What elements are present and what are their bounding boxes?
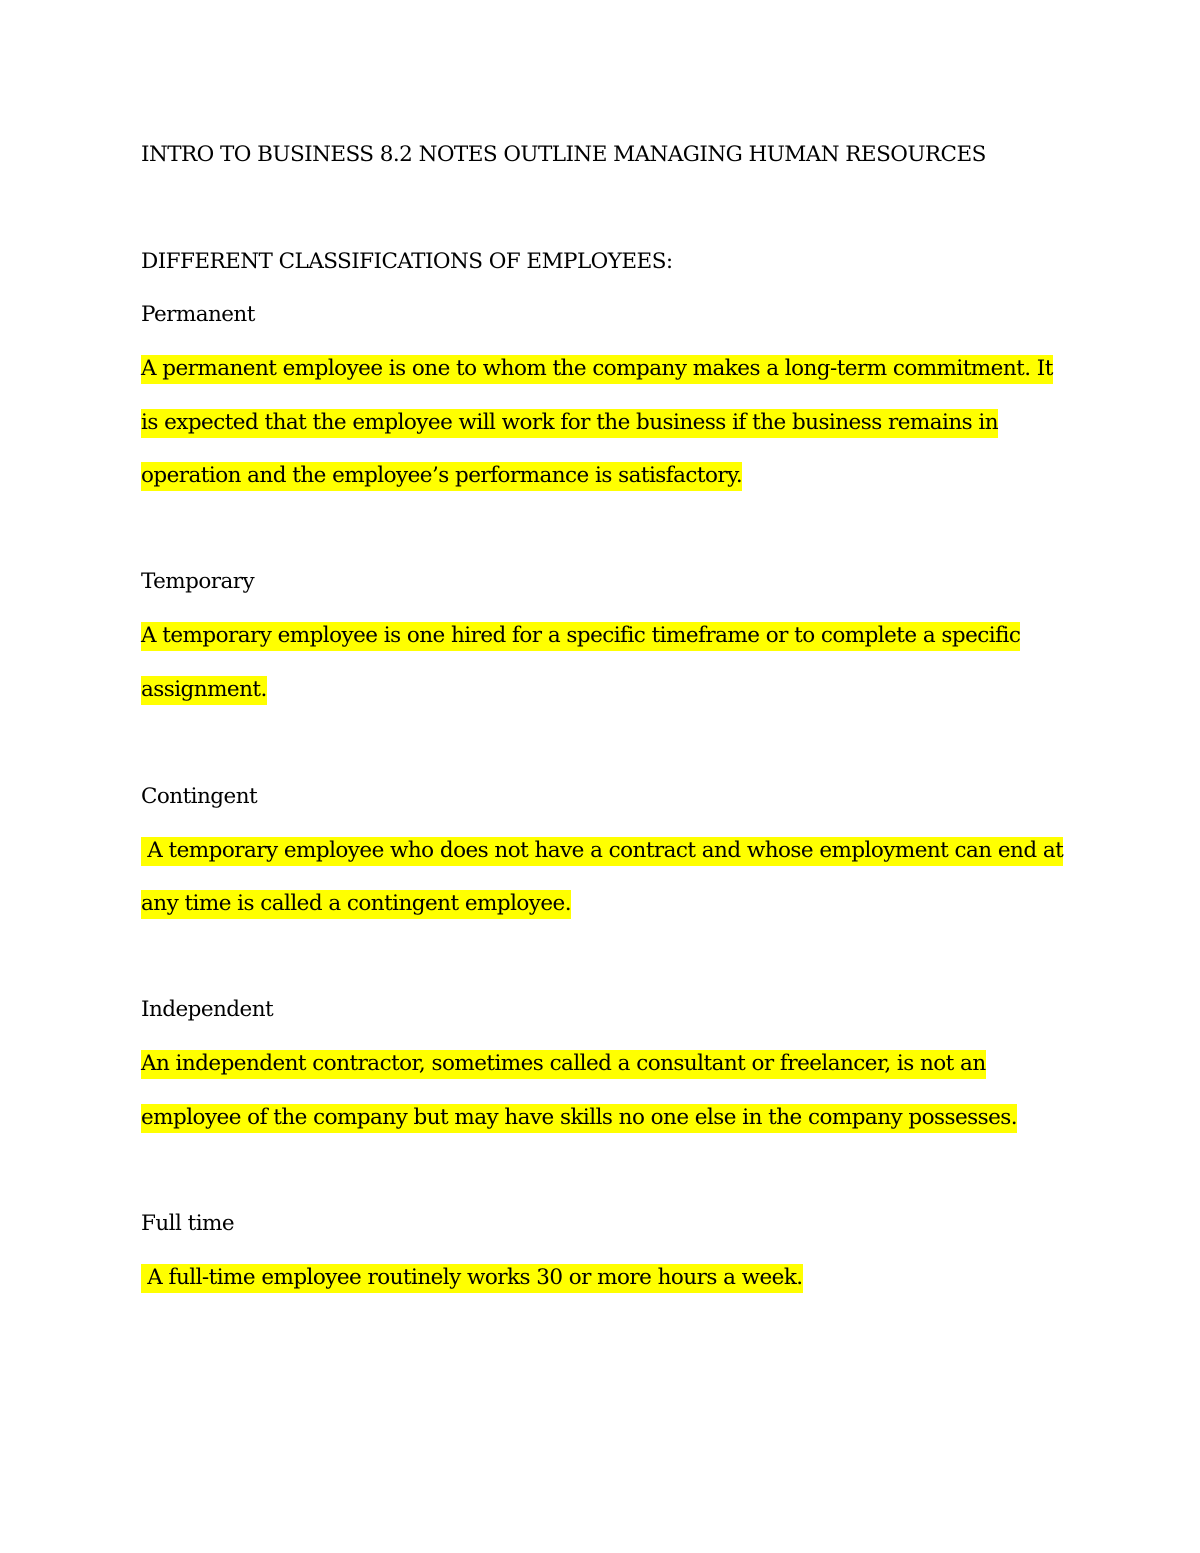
definition-full-time-line-1 xyxy=(141,1263,803,1293)
highlighted-text: any time is called a contingent employee. xyxy=(141,890,571,919)
definition-permanent-line-1 xyxy=(141,354,1053,384)
term-full-time: Full time xyxy=(141,1211,235,1236)
definition-temporary-line-2 xyxy=(141,675,267,705)
highlighted-text: A temporary employee is one hired for a specific timeframe or to complete a specific xyxy=(141,622,1020,651)
definition-contingent-line-1 xyxy=(141,836,1063,866)
highlighted-text: employee of the company but may have skills no one else in the company possesses. xyxy=(141,1104,1017,1133)
term-contingent: Contingent xyxy=(141,784,258,809)
definition-independent-line-2 xyxy=(141,1103,1017,1133)
definition-permanent-line-2 xyxy=(141,408,998,438)
highlighted-text: An independent contractor, sometimes called a consultant or freelancer, is not an xyxy=(141,1050,986,1079)
section-heading: DIFFERENT CLASSIFICATIONS OF EMPLOYEES: xyxy=(141,249,673,274)
term-permanent: Permanent xyxy=(141,302,255,327)
definition-independent-line-1 xyxy=(141,1049,986,1079)
highlighted-text: operation and the employee’s performance is satisfactory. xyxy=(141,462,742,491)
highlighted-text: assignment. xyxy=(141,676,267,705)
highlighted-text: A permanent employee is one to whom the company makes a long-term commitment. It xyxy=(141,355,1053,384)
definition-contingent-line-2 xyxy=(141,889,571,919)
definition-permanent-line-3 xyxy=(141,461,742,491)
document-title: INTRO TO BUSINESS 8.2 NOTES OUTLINE MANAGING HUMAN RESOURCES xyxy=(141,142,986,167)
definition-temporary-line-1 xyxy=(141,621,1020,651)
highlighted-text: A temporary employee who does not have a contract and whose employment can end at xyxy=(141,837,1063,866)
highlighted-text: A full-time employee routinely works 30 or more hours a week. xyxy=(141,1264,803,1293)
term-temporary: Temporary xyxy=(141,569,255,594)
term-independent: Independent xyxy=(141,997,274,1022)
highlighted-text: is expected that the employee will work for the business if the business remains in xyxy=(141,409,998,438)
